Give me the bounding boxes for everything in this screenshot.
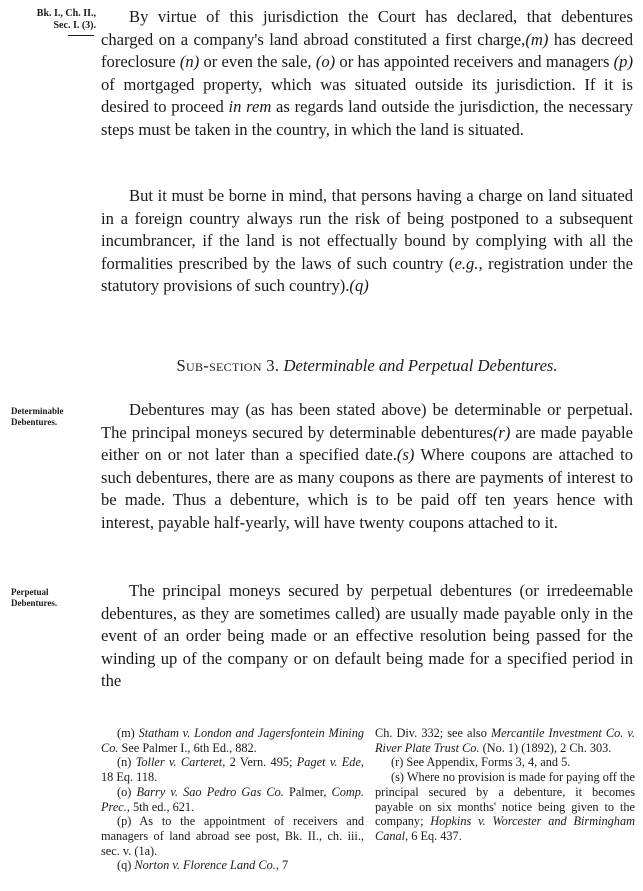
footnotes-left-column <box>101 726 364 873</box>
footnote-r <box>375 755 635 770</box>
case-name: Hopkins v. Worcester and Birmingham Canal <box>375 814 635 843</box>
footnote-label: (q) <box>117 858 132 873</box>
footnote-label: (o) <box>117 784 132 799</box>
margin-note-perpetual-line2: Debentures. <box>11 598 58 608</box>
text-span: , 2 Vern. 495; <box>222 755 297 770</box>
footnote-label: (m) <box>117 726 135 740</box>
case-name: Statham v. London and Jagersfontein Mining Co. <box>101 726 364 755</box>
case-name: Barry v. Sao Pedro Gas Co. <box>136 784 284 799</box>
text-span: or has appointed receivers and managers <box>335 52 614 72</box>
text-span: , 7 <box>275 858 289 873</box>
footnote-p <box>101 814 364 858</box>
text-span: has decreed foreclosure <box>101 29 633 72</box>
text-span: By virtue of this jurisdiction the Court has declared, that debentures charged on a company's land abroad constituted a first charge, <box>101 7 633 49</box>
text-span: Palmer, <box>283 784 332 799</box>
subsection-number: Sub-section 3. <box>176 356 280 375</box>
case-name: Norton v. Florence Land Co. <box>134 858 276 873</box>
footnote-ref-n: (n) <box>179 52 200 72</box>
italic-eg: e.g. <box>454 253 479 273</box>
margin-note-determinable-line2: Debentures. <box>11 417 58 427</box>
margin-note-determinable-line1: Determinable <box>11 406 64 416</box>
footnote-ref-o: (o) <box>315 52 336 72</box>
footnote-s <box>375 770 635 844</box>
footnote-q <box>101 858 364 873</box>
footnote-ref-p: (p) <box>613 52 634 72</box>
footnote-ref-q: (q) <box>349 276 369 296</box>
case-name: Mercantile Investment Co. v. River Plate Trust Co. <box>375 726 635 755</box>
text-span: or even the sale, <box>199 52 316 72</box>
footnote-label: (r) <box>391 755 404 770</box>
text-span: (No. 1) (1892), 2 Ch. 303. <box>479 740 612 755</box>
footnote-ref-r: (r) <box>492 422 511 442</box>
subsection-title: Determinable and Perpetual Debentures. <box>283 356 558 375</box>
case-name: Paget v. Ede <box>296 755 361 770</box>
text-span: are made payable either on or not later than a specified date. <box>101 422 634 465</box>
subsection-heading <box>101 356 633 376</box>
footnote-ref-m: (m) <box>525 29 549 49</box>
text-span: , 5th ed., 621. <box>126 799 195 814</box>
case-name: Toller v. Carteret <box>135 755 223 770</box>
text-span: Ch. Div. 332; see also <box>375 726 491 740</box>
paragraph-perpetual: The principal moneys secured by perpetual debentures (or irredeemable debentures, as they are sometimes called) are usually made payable only in the event of an order being made or an effective resolution being passed for the winding up of the company or on default being made for a specified period in the <box>101 581 633 691</box>
text-span: of mortgaged property, which was situated outside its jurisdiction. If it is desired to proceed <box>101 74 633 117</box>
text-span: See Palmer I., 6th Ed., 882. <box>118 740 257 755</box>
text-span: , 18 Eq. 118. <box>101 755 364 785</box>
text-span: Where no provision is made for paying off the principal secured by a debenture, it becomes payable on six months' notice being given to the company; <box>375 770 635 829</box>
text-span: Debentures may (as has been stated above) be determinable or perpetual. The principal moneys secured by determinable debentures <box>101 400 633 442</box>
text-span: As to the appointment of receivers and managers of land abroad see post, Bk. II., ch. iii., sec. v. (1a). <box>101 814 364 858</box>
footnote-label: (p) <box>117 814 132 829</box>
margin-note-perpetual-line1: Perpetual <box>11 587 49 597</box>
footnote-q-continued <box>375 726 635 755</box>
footnote-ref-s: (s) <box>396 445 415 465</box>
text-span: See Appendix, Forms 3, 4, and 5. <box>403 755 571 770</box>
section-reference-line1: Bk. I., Ch. II., <box>36 8 96 19</box>
book-title: Comp. Prec. <box>101 784 365 814</box>
paragraph-foreign-charge <box>101 185 633 298</box>
paragraph-jurisdiction <box>101 6 633 142</box>
footnote-o <box>101 785 364 814</box>
section-reference-line2: Sec. I. (3). <box>53 20 96 31</box>
margin-note-perpetual <box>11 587 103 609</box>
italic-in-rem: in rem <box>228 97 272 117</box>
text-span: , 6 Eq. 437. <box>405 828 462 843</box>
paragraph-determinable <box>101 399 633 535</box>
section-reference <box>8 8 96 36</box>
footnotes-right-column <box>375 726 635 844</box>
footnote-label: (s) <box>391 770 404 785</box>
text-span: as regards land outside the jurisdiction, the necessary steps must be taken in the country, in which the land is situated. <box>101 97 634 139</box>
text-span: , registration under the statutory provisions of such country). <box>101 253 633 296</box>
footnote-n <box>101 755 364 784</box>
text-span: But it must be borne in mind, that persons having a charge on land situated in a foreign country always run the risk of being postponed to a subsequent incumbrancer, if the land is not effectually bound by complying with all the formalities prescribed by the laws of such country ( <box>101 186 633 273</box>
text-span: Where coupons are attached to such debentures, there are as many coupons as there are payments of interest to be made. Thus a debenture, which is to be paid off ten years hence with interest, payable half-yearly, will have twenty coupons attached to it. <box>101 445 633 532</box>
reference-rule <box>68 35 94 36</box>
footnote-m <box>101 726 364 755</box>
footnote-label: (n) <box>117 755 132 770</box>
margin-note-determinable <box>11 406 103 428</box>
